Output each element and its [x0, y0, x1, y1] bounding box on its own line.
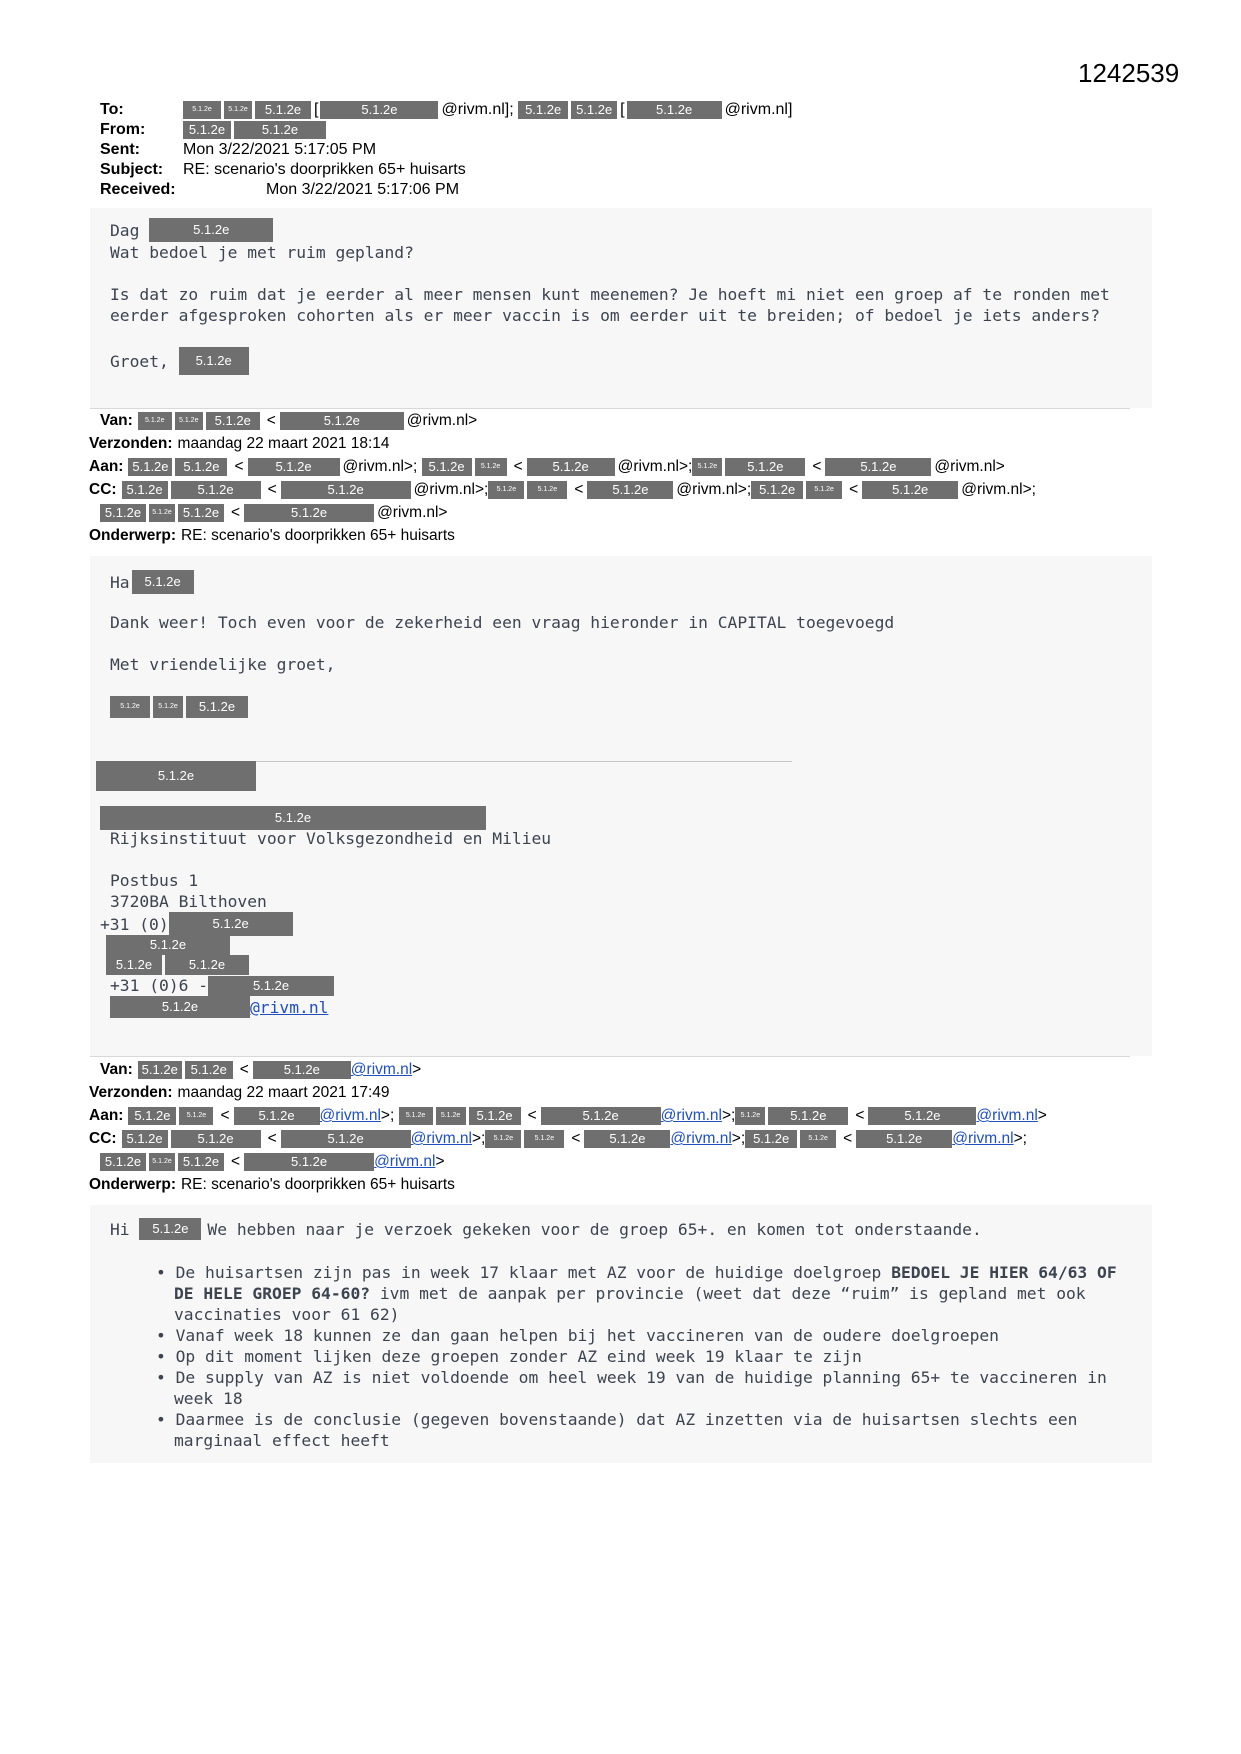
message-2-text — [110, 570, 1110, 718]
redaction: 5.1.2e — [806, 481, 842, 499]
verzonden-label: Verzonden: — [89, 435, 173, 452]
redaction: 5.1.2e — [692, 458, 722, 476]
sent-row — [100, 140, 792, 160]
greeting: Dag — [110, 220, 140, 240]
redaction: 5.1.2e — [106, 955, 162, 975]
list-item: • De huisartsen zijn pas in week 17 klaar met AZ voor de huidige doelgroep BEDOEL JE HIER 64/63 OF DE HELE GROEP 64-60? ivm met de aanpak per provincie (weet dat deze “ruim” is gepland met ook vaccinaties voor 61 62) — [156, 1263, 1117, 1324]
redaction: 5.1.2e — [627, 101, 722, 119]
email-header — [100, 100, 792, 200]
to-domain-end: @rivm.nl] — [724, 101, 793, 118]
redaction: 5.1.2e — [208, 976, 334, 996]
redaction: 5.1.2e — [281, 481, 411, 499]
verzonden-value: maandag 22 maart 2021 18:14 — [177, 435, 390, 452]
van-label: Van: — [100, 1061, 133, 1078]
message-3-bullets — [156, 1262, 1126, 1451]
onderwerp-value: RE: scenario's doorprikken 65+ huisarts — [180, 1176, 455, 1193]
cc-label: CC: — [89, 1130, 117, 1147]
redaction: 5.1.2e — [110, 696, 150, 718]
sent-label: Sent: — [100, 141, 140, 158]
redaction: 5.1.2e — [745, 1130, 797, 1148]
redaction: 5.1.2e — [122, 481, 168, 499]
redaction: 5.1.2e — [100, 1153, 146, 1171]
redaction: 5.1.2e — [524, 1130, 564, 1148]
list-item: • Op dit moment lijken deze groepen zonder AZ eind week 19 klaar te zijn — [156, 1347, 862, 1366]
redaction: 5.1.2e — [571, 101, 617, 119]
redaction: 5.1.2e — [281, 1130, 411, 1148]
email-link[interactable]: @rivm.nl — [250, 997, 329, 1017]
redaction: 5.1.2e — [110, 996, 250, 1018]
redaction: 5.1.2e — [149, 218, 273, 242]
redaction: 5.1.2e — [139, 1218, 201, 1240]
redaction: 5.1.2e — [234, 121, 326, 139]
redaction: 5.1.2e — [138, 412, 172, 430]
from-row — [100, 120, 792, 140]
sent-value: Mon 3/22/2021 5:17:05 PM — [183, 141, 377, 158]
redaction: 5.1.2e — [122, 1130, 168, 1148]
redaction: 5.1.2e — [149, 1153, 175, 1171]
redaction: 5.1.2e — [171, 481, 261, 499]
redaction: 5.1.2e — [244, 504, 374, 522]
subject-value: RE: scenario's doorprikken 65+ huisarts — [183, 161, 466, 178]
redaction: 5.1.2e — [735, 1107, 765, 1125]
redaction: 5.1.2e — [488, 481, 524, 499]
redaction: 5.1.2e — [751, 481, 803, 499]
redaction: 5.1.2e — [800, 1130, 836, 1148]
received-row — [100, 180, 792, 200]
redaction: 5.1.2e — [320, 101, 438, 119]
redaction: 5.1.2e — [436, 1107, 466, 1125]
redaction: 5.1.2e — [862, 481, 958, 499]
redaction: 5.1.2e — [128, 1107, 176, 1125]
redaction: 5.1.2e — [234, 1107, 320, 1125]
redaction: 5.1.2e — [825, 458, 931, 476]
redaction: 5.1.2e — [153, 696, 183, 718]
city: 3720BA Bilthoven — [110, 892, 267, 911]
redaction: 5.1.2e — [183, 101, 221, 119]
redaction: 5.1.2e — [100, 806, 486, 830]
redaction: 5.1.2e — [248, 458, 340, 476]
list-item: • De supply van AZ is niet voldoende om heel week 19 van de huidige planning 65+ te vaccineren in week 18 — [156, 1368, 1107, 1408]
to-domain: @rivm.nl]; — [441, 101, 514, 118]
greeting: Hi — [110, 1219, 130, 1239]
redaction: 5.1.2e — [399, 1107, 433, 1125]
redaction: 5.1.2e — [96, 761, 256, 791]
message-3-intro — [110, 1218, 982, 1240]
question-paragraph: Is dat zo ruim dat je eerder al meer mensen kunt meenemen? Je hoeft mi niet een groep af te ronden met eerder afgesproken cohorten als er meer vaccin is om eerder uit te breiden; of bedoel je iets anders? — [110, 285, 1110, 325]
phone-2: +31 (0)6 - 5.1.2e — [110, 975, 337, 996]
van-domain: @rivm.nl> — [406, 412, 478, 429]
cc-label: CC: — [89, 481, 117, 498]
redaction: 5.1.2e — [178, 504, 224, 522]
redaction: 5.1.2e — [179, 1107, 213, 1125]
message-1-text — [110, 218, 1140, 375]
redaction: 5.1.2e — [255, 101, 311, 119]
closing: Met vriendelijke groet, — [110, 655, 336, 674]
signature-rule — [256, 761, 792, 762]
redaction: 5.1.2e — [224, 101, 252, 119]
van-label: Van: — [100, 412, 133, 429]
subject-row — [100, 160, 792, 180]
redaction: 5.1.2e — [165, 955, 249, 975]
separator — [90, 1056, 1130, 1057]
redaction: 5.1.2e — [138, 1061, 182, 1079]
redaction: 5.1.2e — [178, 1153, 224, 1171]
redaction: 5.1.2e — [587, 481, 673, 499]
signature-redactions — [106, 955, 252, 975]
body-text: Dank weer! Toch even voor de zekerheid een vraag hieronder in CAPITAL toegevoegd — [110, 613, 895, 632]
redaction: 5.1.2e — [179, 347, 249, 375]
redaction: 5.1.2e — [253, 1061, 351, 1079]
postbus: Postbus 1 — [110, 871, 199, 890]
redaction: 5.1.2e — [186, 696, 248, 718]
redaction: 5.1.2e — [768, 1107, 848, 1125]
redaction: 5.1.2e — [149, 504, 175, 522]
to-label: To: — [100, 101, 124, 118]
redaction: 5.1.2e — [725, 458, 805, 476]
redaction: 5.1.2e — [171, 1130, 261, 1148]
received-value: Mon 3/22/2021 5:17:06 PM — [266, 181, 460, 198]
message-2-meta: Van: 5.1.2e 5.1.2e 5.1.2e < 5.1.2e @rivm.nl> Verzonden: maandag 22 maart 2021 18:14 Aan: 5.1.2e 5.1.2e < 5.1.2e @rivm.nl>; 5.1.2e 5.1.2e < 5.1.2e @rivm.nl>; 5.1.2e 5.1.2e < 5.1.2e @rivm.nl> CC: 5.1.2e 5.1.2e < 5.1.2e @rivm.nl>; 5.1.2e 5.1.2e < 5.1.2e @rivm.nl>; 5.1.2e 5.1.2e < 5.1.2e @rivm.nl>; 5.1.2e 5.1.2e 5.1.2e < 5.1.2e @rivm.nl> Onderwerp: RE: scenario's doorprikken 65+ huisarts — [100, 409, 1036, 547]
list-item: • Daarmee is de conclusie (gegeven bovenstaande) dat AZ inzetten via de huisartsen slechts een marginaal effect heeft — [156, 1410, 1078, 1450]
intro-text: We hebben naar je verzoek gekeken voor de groep 65+. en komen tot onderstaande. — [207, 1219, 982, 1239]
list-item: • Vanaf week 18 kunnen ze dan gaan helpen bij het vaccineren van de oudere doelgroepen — [156, 1326, 999, 1345]
redaction: 5.1.2e — [280, 412, 404, 430]
redaction: 5.1.2e — [175, 458, 227, 476]
aan-label: Aan: — [89, 1107, 124, 1124]
onderwerp-value: RE: scenario's doorprikken 65+ huisarts — [180, 527, 455, 544]
subject-label: Subject: — [100, 161, 164, 178]
redaction: 5.1.2e — [868, 1107, 976, 1125]
redaction: 5.1.2e — [206, 412, 260, 430]
redaction: 5.1.2e — [475, 458, 507, 476]
institute-name: Rijksinstituut voor Volksgezondheid en Milieu — [110, 829, 552, 848]
redaction: 5.1.2e — [128, 458, 172, 476]
redaction: 5.1.2e — [584, 1130, 670, 1148]
aan-label: Aan: — [89, 458, 124, 475]
signature — [110, 828, 551, 912]
redaction: 5.1.2e — [527, 458, 615, 476]
question-line: Wat bedoel je met ruim gepland? — [110, 243, 414, 262]
greeting: Ha — [110, 572, 130, 592]
redaction: 5.1.2e — [469, 1107, 521, 1125]
redaction: 5.1.2e — [175, 412, 203, 430]
phone-1: +31 (0) 5.1.2e — [100, 912, 296, 936]
message-3-meta: Van: 5.1.2e 5.1.2e < 5.1.2e @rivm.nl > Verzonden: maandag 22 maart 2021 17:49 Aan: 5.1.2e 5.1.2e < 5.1.2e @rivm.nl >; 5.1.2e 5.1.2e 5.1.2e < 5.1.2e @rivm.nl >; 5.1.2e 5.1.2e < 5.1.2e @rivm.nl > CC: 5.1.2e 5.1.2e < 5.1.2e @rivm.nl >; 5.1.2e 5.1.2e < 5.1.2e @rivm.nl >; 5.1.2e 5.1.2e < 5.1.2e @rivm.nl >; 5.1.2e 5.1.2e 5.1.2e < 5.1.2e @rivm.nl > Onderwerp: RE: scenario's doorprikken 65+ huisarts — [100, 1058, 1047, 1196]
redaction: 5.1.2e — [169, 912, 293, 936]
onderwerp-label: Onderwerp: — [89, 527, 176, 544]
redaction: 5.1.2e — [518, 101, 568, 119]
received-label: Received: — [100, 181, 176, 198]
verzonden-label: Verzonden: — [89, 1084, 173, 1101]
redaction: 5.1.2e — [527, 481, 567, 499]
redaction: 5.1.2e — [183, 121, 231, 139]
email-line — [110, 996, 328, 1018]
document-number: 1242539 — [1078, 58, 1180, 88]
onderwerp-label: Onderwerp: — [89, 1176, 176, 1193]
redaction: 5.1.2e — [106, 935, 230, 955]
redaction: 5.1.2e — [244, 1153, 374, 1171]
redaction: 5.1.2e — [422, 458, 472, 476]
verzonden-value: maandag 22 maart 2021 17:49 — [177, 1084, 390, 1101]
redaction: 5.1.2e — [100, 504, 146, 522]
to-row: To: 5.1.2e 5.1.2e 5.1.2e [ 5.1.2e @rivm.nl]; 5.1.2e 5.1.2e [ 5.1.2e @rivm.nl] — [100, 101, 793, 118]
closing: Groet, — [110, 351, 169, 371]
redaction: 5.1.2e — [541, 1107, 661, 1125]
redaction: 5.1.2e — [185, 1061, 233, 1079]
redaction: 5.1.2e — [856, 1130, 952, 1148]
redaction: 5.1.2e — [485, 1130, 521, 1148]
capital-question: BEDOEL JE HIER 64/63 OF DE HELE GROEP 64-60? — [174, 1263, 1117, 1303]
from-label: From: — [100, 121, 146, 138]
redaction: 5.1.2e — [132, 570, 194, 594]
